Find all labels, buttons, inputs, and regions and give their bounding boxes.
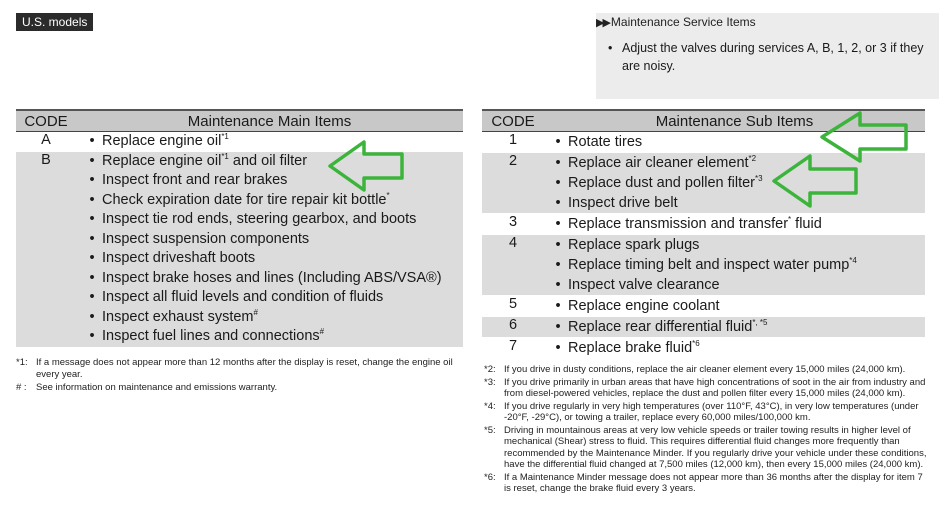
maintenance-item <box>82 249 463 269</box>
bullet-icon: • <box>555 237 561 253</box>
row-code: A <box>16 132 76 152</box>
item-text: Replace transmission and transfer <box>568 216 789 232</box>
footnote-marker: *4 <box>849 256 857 265</box>
row-code: B <box>16 152 76 347</box>
green-arrow-icon <box>770 152 860 210</box>
row-items <box>544 214 925 234</box>
footnote-text: If you drive primarily in urban areas that have high concentrations of soot in the air from industry and from diesel-powered vehicles, replace the dust and pollen filter every 15,000 miles (24,000 km). <box>504 376 926 399</box>
footnote-mark: *5: <box>484 424 496 436</box>
bullet-icon: • <box>89 152 95 169</box>
bullet-icon: • <box>555 175 561 191</box>
footnote-text: If you drive regularly in very high temperatures (over 110°F, 43°C), in very low temperatures (under -20°F, -29°C), or towing a trailer, replace every 60,000 miles/100,000 km. <box>504 400 919 423</box>
footnote-text: If a message does not appear more than 12 months after the display is reset, change the engine oil every year. <box>36 357 453 380</box>
bullet-icon: • <box>555 257 561 273</box>
item-text-group <box>568 235 699 255</box>
bullet-icon: • <box>555 340 561 356</box>
item-text: Replace engine coolant <box>568 298 720 314</box>
footnote <box>16 382 456 394</box>
footnote-mark: *3: <box>484 376 496 388</box>
item-text-group <box>568 275 720 295</box>
table-row <box>482 235 925 295</box>
row-code: 1 <box>482 132 544 153</box>
footnote-marker: *, *5 <box>752 318 768 327</box>
item-text-continued: fluid <box>791 216 822 232</box>
footnote-mark: # : <box>16 382 27 393</box>
item-text: Rotate tires <box>568 134 643 150</box>
maintenance-service-box <box>596 13 939 99</box>
footnote <box>484 401 929 424</box>
maintenance-item <box>548 173 925 193</box>
item-text-group <box>568 193 678 213</box>
maintenance-item <box>82 210 463 230</box>
footnote-marker: *6 <box>692 339 700 348</box>
sub-table-footnotes <box>484 364 929 496</box>
footnote-marker: *2 <box>748 154 757 163</box>
item-text-group <box>568 338 700 358</box>
bullet-icon: • <box>89 269 95 286</box>
item-text-group <box>568 214 822 234</box>
service-box-bullet: • Adjust the valves during services A, B, 1, 2, or 3 if they are noisy. <box>608 41 924 73</box>
row-code: 6 <box>482 317 544 337</box>
footnote-mark: *2: <box>484 364 496 375</box>
main-table-code-header: CODE <box>16 110 76 132</box>
bullet-icon: • <box>555 298 561 314</box>
bullet-icon: • <box>555 195 561 211</box>
footnote <box>484 472 929 495</box>
footnote-marker: # <box>319 327 325 336</box>
maintenance-item <box>82 269 463 289</box>
footnote-marker: * <box>788 215 792 224</box>
bullet-icon: • <box>89 250 95 266</box>
service-box-title: ▶▶ Maintenance Service Items <box>596 15 756 29</box>
footnote-text: Driving in mountainous areas at very low vehicle speeds or trailer towing results in higher level of mechanical (Shear) stress to fluid. This requires differential fluid changes more frequently than recommended by the Maintenance Minder. If you regularly drive your vehicle under these conditions, have the differential fluid changed at 7,500 miles (12,000 km), then every 15,000 miles (24,000 km). <box>504 424 927 470</box>
item-text-continued: and oil filter <box>228 152 308 169</box>
item-text-group <box>102 308 258 328</box>
footnote-text: See information on maintenance and emissions warranty. <box>36 382 278 393</box>
maintenance-item <box>548 255 925 275</box>
item-text-group <box>102 249 255 269</box>
sub-table-items-header: Maintenance Sub Items <box>544 110 925 132</box>
maintenance-item <box>548 296 925 316</box>
item-text: Inspect driveshaft boots <box>102 250 256 266</box>
item-text: Replace air cleaner element <box>568 155 749 171</box>
bullet-icon: • <box>89 328 95 344</box>
footnote <box>484 425 929 471</box>
footnote-marker: *1 <box>221 151 229 161</box>
item-text: Check expiration date for tire repair kit bottle <box>102 191 387 208</box>
footnote-text: If you drive in dusty conditions, replace the air cleaner element every 15,000 miles (24,000 km). <box>504 364 906 375</box>
item-text-group <box>568 317 767 337</box>
item-text-group <box>568 255 857 275</box>
main-table-items-header: Maintenance Main Items <box>76 110 463 132</box>
bullet-icon: • <box>89 191 95 208</box>
footnote-text: If a Maintenance Minder message does not appear more than 36 months after the display for item 7 is reset, change the brake fluid every 3 years. <box>504 471 923 494</box>
maintenance-item <box>548 235 925 255</box>
bullet-icon: • <box>555 216 561 232</box>
item-text-group <box>102 171 287 191</box>
item-text: Inspect fuel lines and connections <box>102 328 320 344</box>
row-code: 4 <box>482 235 544 295</box>
item-text: Replace timing belt and inspect water pump <box>568 257 850 273</box>
row-items <box>544 235 925 295</box>
item-text: Inspect drive belt <box>568 195 678 211</box>
item-text: Replace spark plugs <box>568 237 700 253</box>
item-text: Inspect suspension components <box>102 230 310 247</box>
footnote-marker: *3 <box>755 174 763 183</box>
row-code: 2 <box>482 153 544 213</box>
maintenance-item <box>82 230 463 250</box>
bullet-icon: • <box>555 134 561 150</box>
row-items <box>544 296 925 316</box>
item-text: Inspect all fluid levels and condition of fluids <box>102 289 384 305</box>
bullet-icon: • <box>555 319 561 335</box>
bullet-icon: • <box>89 133 95 149</box>
item-text: Replace engine oil <box>102 133 222 149</box>
item-text-group <box>102 230 309 250</box>
item-text: Replace engine oil <box>102 152 222 169</box>
region-badge: U.S. models <box>16 13 93 31</box>
table-row <box>482 296 925 316</box>
item-text: Inspect valve clearance <box>568 277 720 293</box>
maintenance-item <box>548 214 925 234</box>
maintenance-item <box>548 338 925 358</box>
table-row <box>482 214 925 234</box>
item-text-group <box>568 153 756 173</box>
bullet-icon: • <box>89 211 95 227</box>
sub-table-code-header: CODE <box>482 110 544 132</box>
table-row <box>482 317 925 337</box>
green-arrow-icon <box>326 138 406 194</box>
bullet-icon: • <box>608 41 613 55</box>
maintenance-item <box>548 275 925 295</box>
item-text-group <box>102 288 383 308</box>
main-table-footnotes <box>16 357 456 396</box>
bullet-icon: • <box>89 308 95 325</box>
table-row <box>482 338 925 358</box>
row-items <box>544 338 925 358</box>
maintenance-item <box>548 193 925 213</box>
row-code: 5 <box>482 296 544 316</box>
item-text-group <box>102 152 307 172</box>
item-text-group <box>568 173 763 193</box>
item-text: Replace brake fluid <box>568 340 693 356</box>
footnote-mark: *1: <box>16 357 28 368</box>
double-chevron-icon: ▶▶ <box>596 16 609 29</box>
item-text-group <box>102 210 416 230</box>
bullet-icon: • <box>89 230 95 247</box>
maintenance-item <box>82 327 463 347</box>
footnote-mark: *6: <box>484 471 496 483</box>
bullet-icon: • <box>89 289 95 305</box>
footnote-mark: *4: <box>484 400 496 412</box>
item-text: Inspect tie rod ends, steering gearbox, and boots <box>102 211 417 227</box>
footnote <box>484 364 929 376</box>
item-text-group <box>102 327 324 347</box>
maintenance-item <box>82 288 463 308</box>
footnote-marker: # <box>253 307 258 317</box>
maintenance-item <box>82 308 463 328</box>
item-text-group <box>102 269 442 289</box>
item-text-group <box>102 132 229 152</box>
bullet-icon: • <box>555 277 561 293</box>
item-text-group <box>568 296 720 316</box>
footnote-marker: * <box>386 190 390 200</box>
footnote <box>16 357 456 380</box>
item-text: Inspect exhaust system <box>102 308 254 325</box>
footnote-marker: *1 <box>221 132 229 141</box>
row-code: 3 <box>482 214 544 234</box>
item-text-group <box>568 132 642 152</box>
bullet-icon: • <box>555 155 561 171</box>
footnote <box>484 377 929 400</box>
item-text: Replace dust and pollen filter <box>568 175 756 191</box>
bullet-icon: • <box>89 172 95 188</box>
row-code: 7 <box>482 338 544 358</box>
item-text: Inspect front and rear brakes <box>102 172 288 188</box>
item-text: Inspect brake hoses and lines (Including ABS/VSA®) <box>102 269 442 286</box>
item-text: Replace rear differential fluid <box>568 319 753 335</box>
row-items <box>544 317 925 337</box>
maintenance-item <box>548 317 925 337</box>
